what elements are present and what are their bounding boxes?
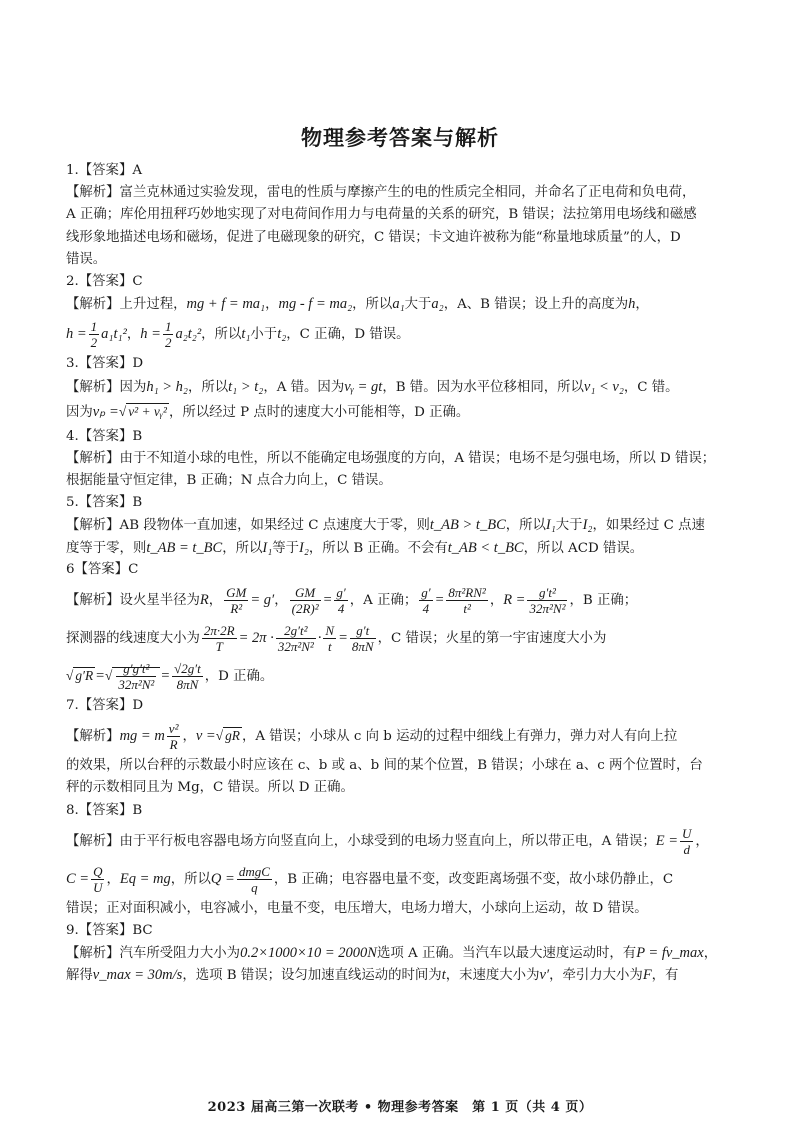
q1-answer: 1.【答案】A <box>66 163 143 178</box>
q8-line-2: C = $\frac{Q}{U}$ ，Eq = mg，所以Q = $\frac{\text{dmgC}}{q}$ ，B 正确；电容器电量不变，改变距离场强不变，故小球仍静止，C <box>66 863 674 895</box>
q9-line-2: 解得v_max = 30m/s，选项 B 错误；设匀加速直线运动的时间为t，末速度大小为v′，牵引力大小为F，有 <box>66 967 679 984</box>
sqrt-sign-icon: √ gR <box>215 728 240 744</box>
equation: mg + f = ma₁ <box>186 296 266 313</box>
q6-line-3: √ g′R =√ $\frac{\text{g′g′t²}}{\text{32π²N²}}$ = $\frac{√2g't}{8\pi N}$ ，D 正确。 <box>66 661 274 693</box>
q6-line-2: 探测器的线速度大小为 $\frac{2\pi\cdot 2R}{T}$ = 2π · $\frac{\text{2g′t²}}{\text{32π²N²}}$ · $\frac{N}{t}$ = $\frac{g't}{8\pi N}$ ，C 错误；火星的第一宇宙速度大小为 <box>66 623 607 654</box>
page-footer: 2023 届高三第一次联考 • 物理参考答案 第 1 页（共 4 页） <box>207 1100 593 1115</box>
q2-line-1: 【解析】上升过程，mg + f = ma₁，mg - f = ma₂，所以a₁大于a₂，A、B 错误；设上升的高度为h， <box>66 296 649 313</box>
q1-line-1: 【解析】富兰克林通过实验发现，雷电的性质与摩擦产生的电的性质完全相同，并命名了正电荷和负电荷， <box>66 185 696 201</box>
q3-line-1: 【解析】因为h₁ > h₂，所以t₁ > t₂，A 错。因为vᵧ = gt，B 错。因为水平位移相同，所以v₁ < v₂，C 错。 <box>66 378 679 395</box>
sqrt-sign-icon: √ v² + vᵧ² <box>118 403 167 419</box>
q1-line-2: A 正确；库伦用扭秤巧妙地实现了对电荷间作用力与电荷量的关系的研究，B 错误；法拉第用电场线和磁感 <box>66 207 697 223</box>
sqrt-sign-icon: √ $\frac{\text{g′g′t²}}{\text{32π²N²}}$ <box>105 667 160 683</box>
q6-answer: 6【答案】C <box>66 561 139 577</box>
q7-answer: 7.【答案】D <box>66 698 144 713</box>
q7-line-2: 的效果，所以台秤的示数最小时应该在 c、b 或 a、b 间的某个位置，B 错误；小球在 a、c 两个位置时，台 <box>66 758 703 774</box>
q3-answer: 3.【答案】D <box>66 356 144 372</box>
q4-line-1: 【解析】由于不知道小球的电性，所以不能确定电场强度的方向，A 错误；电场不是匀强电场，所以 D 错误； <box>66 450 716 466</box>
q4-line-2: 根据能量守恒定律，B 正确；N 点合力向上，C 错误。 <box>66 473 392 489</box>
q3-line-2: 因为vₚ =√ v² + vᵧ² ，所以经过 P 点时的速度大小可能相等，D 正确。 <box>66 403 470 420</box>
q1-line-4: 错误。 <box>66 251 107 267</box>
q1-line-3: 线形象地描述电场和磁场，促进了电磁现象的研究，C 错误；卡文迪许被称为能“称量地球质量”的人，D <box>66 229 681 245</box>
q2-answer: 2.【答案】C <box>66 273 143 289</box>
q8-line-1: 【解析】由于平行板电容器电场方向竖直向上，小球受到的电场力竖直向上，所以带正电，A 错误；E = $\frac{U}{d}$ ， <box>66 825 709 857</box>
q8-line-3: 错误；正对面积减小，电容减小，电量不变，电压增大，电场力增大，小球向上运动，故 D 错误。 <box>66 900 648 916</box>
q6-line-1: 【解析】设火星半径为R， $\frac{GM}{\text{R²}}$ = g′， $\frac{GM}{\text{(2R)²}}$ = $\frac{g'}{4}$ ，A 正确； $\frac{g'}{4}$ = $\frac{\text{8π²RN²}}{\text{t²}}$ ，R = $\frac{\text{g′t²}}{\text{32π²N²}}$ ，B 正确； <box>66 585 638 616</box>
sqrt-sign-icon: √ g′R <box>66 668 94 683</box>
q8-answer: 8.【答案】B <box>66 802 143 818</box>
page-title: 物理参考答案与解析 <box>301 125 499 150</box>
q9-answer: 9.【答案】BC <box>66 922 153 938</box>
q5-answer: 5.【答案】B <box>66 495 143 511</box>
q7-line-3: 秤的示数相同且为 Mg，C 错误。所以 D 正确。 <box>66 780 354 796</box>
answer-content <box>66 160 734 987</box>
q2-line-2: h = $\frac{1}{2}$ a₁t₁²，h = $\frac{1}{2}$ a₂t₂²，所以t₁小于t₂，C 正确，D 错误。 <box>66 319 410 351</box>
q4-answer: 4.【答案】B <box>66 428 143 444</box>
q9-line-1: 【解析】汽车所受阻力大小为0.2×1000×10 = 2000N选项 A 正确。当汽车以最大速度运动时，有P = fv_max， <box>66 945 718 962</box>
q5-line-1: 【解析】AB 段物体一直加速，如果经过 C 点速度大于零，则t_AB > t_BC，所以I₁大于I₂，如果经过 C 点速 <box>66 517 705 534</box>
q5-line-2: 度等于零，则t_AB = t_BC，所以I₁等于I₂，所以 B 正确。不会有t_AB < t_BC，所以 ACD 错误。 <box>66 539 644 556</box>
equation: mg - f = ma₂ <box>278 296 353 313</box>
q7-line-1: 【解析】mg = m $\frac{\text{v²}}{R}$ ，v =√ gR ，A 错误；小球从 c 向 b 运动的过程中细线上有弹力，弹力对人有向上拉 <box>66 721 678 753</box>
